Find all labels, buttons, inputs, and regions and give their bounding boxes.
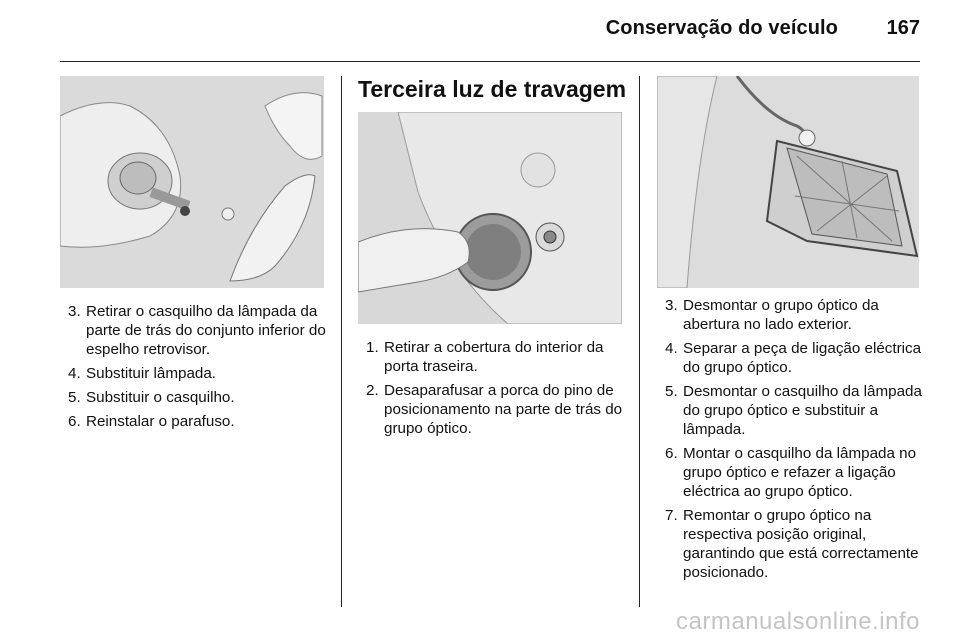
- list-item: 5. Desmontar o casquilho da lâmpada do grupo óptico e substituir a lâmpada.: [665, 383, 922, 438]
- illustration-mirror-bulb: [60, 76, 324, 288]
- page-section-title: Conservação do veículo: [605, 17, 838, 39]
- list-item: 4. Separar a peça de ligação eléctrica do grupo óptico.: [665, 340, 922, 376]
- list-item: 5. Substituir o casquilho.: [68, 389, 235, 406]
- steps-list-column1: [68, 302, 330, 436]
- list-item: 3. Retirar o casquilho da lâmpada da parte de trás do conjunto inferior do espelho retrovisor.: [68, 303, 326, 358]
- steps-list-column3: [665, 296, 927, 587]
- column-divider-2: [639, 76, 640, 607]
- header-divider: [60, 61, 920, 62]
- list-item: 1. Retirar a cobertura do interior da porta traseira.: [366, 339, 604, 375]
- column-divider-1: [341, 76, 342, 607]
- list-item: 7. Remontar o grupo óptico na respectiva posição original, garantindo que está correctamente posicionado.: [665, 507, 919, 581]
- list-item: 3. Desmontar o grupo óptico da abertura no lado exterior.: [665, 297, 879, 333]
- section-heading: Terceira luz de travagem: [358, 76, 627, 102]
- steps-list-column2: [366, 338, 628, 443]
- list-item: 6. Montar o casquilho da lâmpada no grupo óptico e refazer a ligação eléctrica ao grupo óptico.: [665, 445, 917, 500]
- illustration-tailgate-cover: [358, 112, 622, 324]
- illustration-brake-light-unit: [657, 76, 919, 288]
- list-item: 2. Desaparafusar a porca do pino de posicionamento na parte de trás do grupo óptico.: [366, 382, 623, 437]
- list-item: 6. Reinstalar o parafuso.: [68, 413, 235, 430]
- list-item: 4. Substituir lâmpada.: [68, 365, 217, 382]
- page-number: 167: [886, 17, 920, 39]
- watermark: carmanualsonline.info: [676, 608, 920, 635]
